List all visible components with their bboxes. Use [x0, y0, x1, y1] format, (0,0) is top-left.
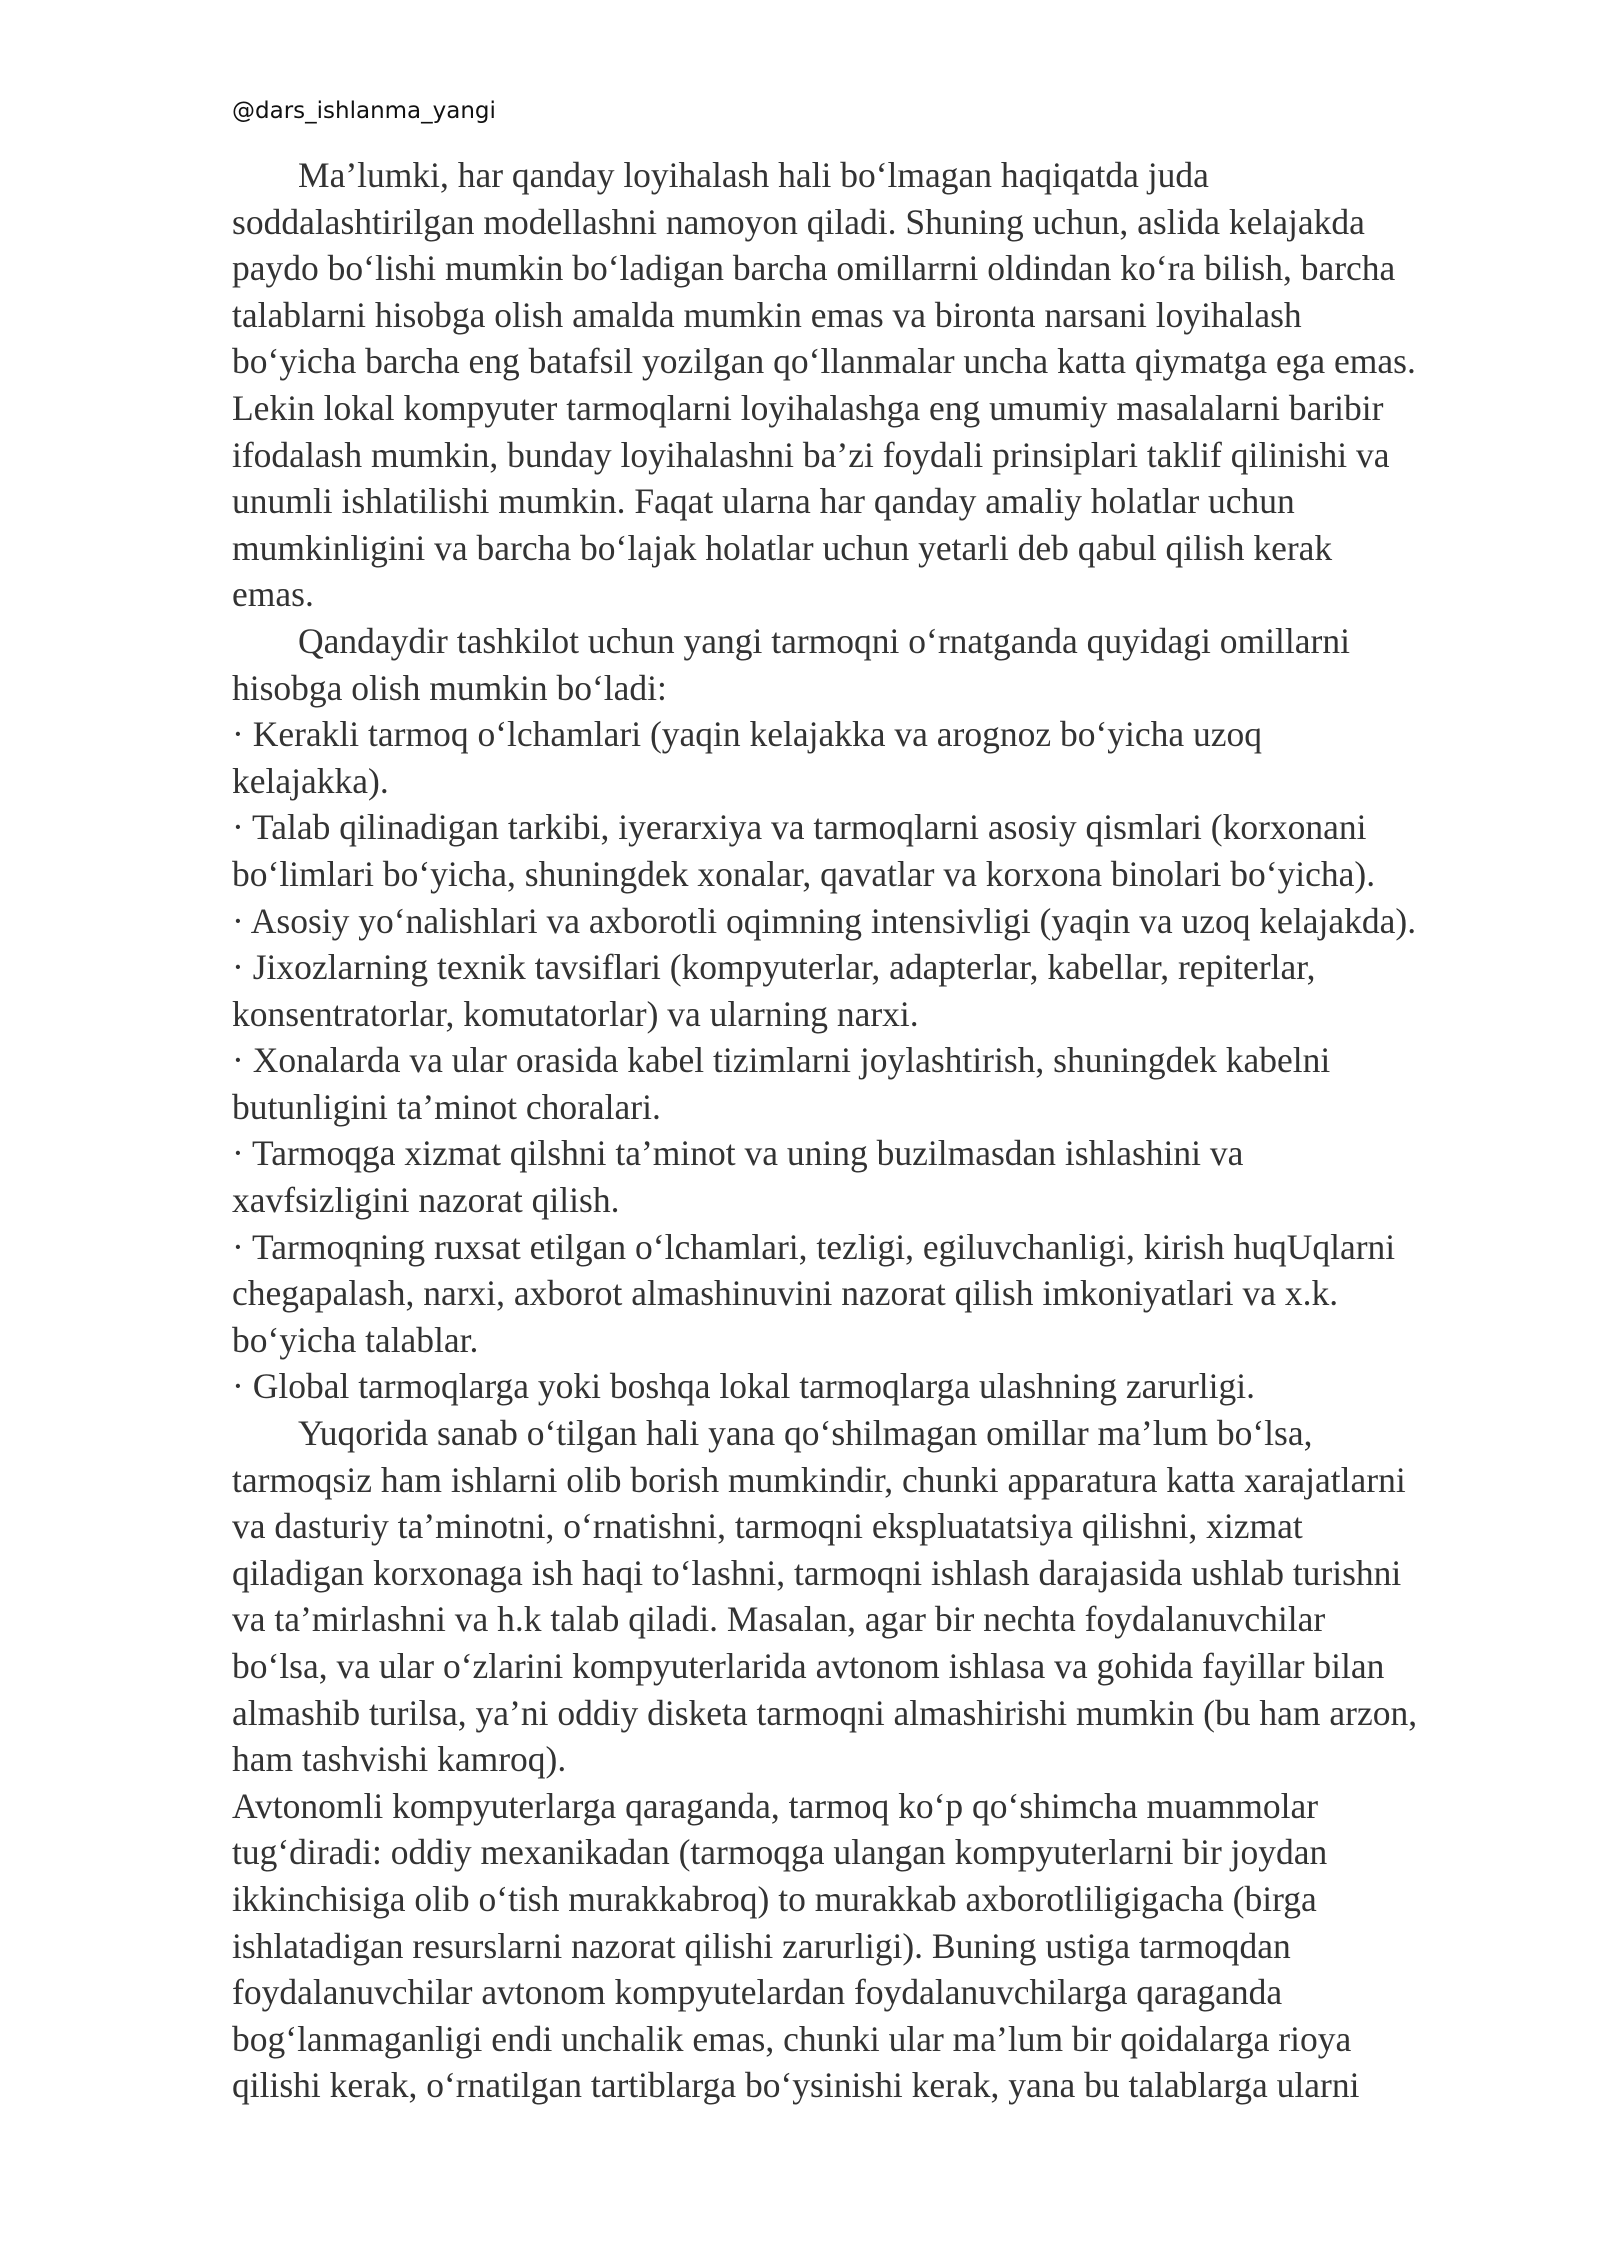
text-line: talablarni hisobga olish amalda mumkin emas va bironta narsani loyihalash	[232, 294, 1302, 335]
list-item-line: · Global tarmoqlarga yoki boshqa lokal tarmoqlarga ulashning zarurligi.	[232, 1366, 1255, 1407]
text-line: foydalanuvchilar avtonom kompyutelardan foydalanuvchilarga qaraganda	[232, 1972, 1283, 2013]
text-line: unumli ishlatilishi mumkin. Faqat ularna har qanday amaliy holatlar uchun	[232, 481, 1295, 522]
text-line: almashib turilsa, ya’ni oddiy disketa tarmoqni almashirishi mumkin (bu ham arzon,	[232, 1692, 1418, 1733]
list-item-line: bo‘limlari bo‘yicha, shuningdek xonalar, qavatlar va korxona binolari bo‘yicha).	[232, 853, 1376, 894]
list-item-line: konsentratorlar, komutatorlar) va ularning narxi.	[232, 993, 919, 1034]
list-item-line: · Tarmoqga xizmat qilshni ta’minot va uning buzilmasdan ishlashini va	[232, 1133, 1244, 1174]
text-line: mumkinligini va barcha bo‘lajak holatlar uchun yetarli deb qabul qilish kerak	[232, 527, 1333, 568]
text-line: bog‘lanmaganligi endi unchalik emas, chunki ular ma’lum bir qoidalarga rioya	[232, 2018, 1352, 2059]
channel-header: @dars_ishlanma_yangi	[232, 98, 496, 124]
list-item-line: kelajakka).	[232, 760, 389, 801]
text-line: Lekin lokal kompyuter tarmoqlarni loyihalashga eng umumiy masalalarni baribir	[232, 387, 1384, 428]
text-line: bo‘yicha barcha eng batafsil yozilgan qo‘llanmalar uncha katta qiymatga ega emas.	[232, 341, 1416, 382]
list-item-line: xavfsizligini nazorat qilish.	[232, 1180, 620, 1221]
text-line: ifodalash mumkin, bunday loyihalashni ba’zi foydali prinsiplari taklif qilinishi va	[232, 434, 1390, 475]
list-item-line: chegapalash, narxi, axborot almashinuvini nazorat qilish imkoniyatlari va x.k.	[232, 1273, 1339, 1314]
text-line: ham tashvishi kamroq).	[232, 1739, 567, 1780]
text-line: va ta’mirlashni va h.k talab qiladi. Masalan, agar bir nechta foydalanuvchilar	[232, 1599, 1326, 1640]
list-item-line: · Jixozlarning texnik tavsiflari (kompyuterlar, adapterlar, kabellar, repiterlar,	[232, 947, 1316, 988]
list-item-line: · Kerakli tarmoq o‘lchamlari (yaqin kelajakka va arognoz bo‘yicha uzoq	[232, 714, 1263, 755]
body-text	[232, 152, 1532, 2109]
list-item-line: · Xonalarda va ular orasida kabel tizimlarni joylashtirish, shuningdek kabelni	[232, 1040, 1331, 1081]
text-line: qiladigan korxonaga ish haqi to‘lashni, tarmoqni ishlash darajasida ushlab turishni	[232, 1552, 1402, 1593]
list-item-line: · Talab qilinadigan tarkibi, iyerarxiya va tarmoqlarni asosiy qismlari (korxonani	[232, 807, 1367, 848]
text-line: bo‘lsa, va ular o‘zlarini kompyuterlarida avtonom ishlasa va gohida fayillar bilan	[232, 1646, 1385, 1686]
text-line: tug‘diradi: oddiy mexanikadan (tarmoqga ulangan kompyuterlarni bir joydan	[232, 1832, 1328, 1873]
text-line: ikkinchisiga olib o‘tish murakkabroq) to murakkab axborotliligigacha (birga	[232, 1878, 1317, 1919]
text-line: Avtonomli kompyuterlarga qaraganda, tarmoq ko‘p qo‘shimcha muammolar	[232, 1785, 1319, 1826]
text-line: emas.	[232, 574, 314, 615]
text-line: Qandaydir tashkilot uchun yangi tarmoqni o‘rnatganda quyidagi omillarni	[298, 620, 1350, 661]
text-line: va dasturiy ta’minotni, o‘rnatishni, tarmoqni ekspluatatsiya qilishni, xizmat	[232, 1506, 1303, 1547]
text-line: paydo bo‘lishi mumkin bo‘ladigan barcha omillarrni oldindan ko‘ra bilish, barcha	[232, 248, 1396, 289]
list-item-line: · Asosiy yo‘nalishlari va axborotli oqimning intensivligi (yaqin va uzoq kelajakda).	[232, 900, 1417, 941]
list-item-line: bo‘yicha talablar.	[232, 1319, 479, 1360]
text-line: soddalashtirilgan modellashni namoyon qiladi. Shuning uchun, aslida kelajakda	[232, 201, 1365, 242]
text-line: ishlatadigan resurslarni nazorat qilishi zarurligi). Buning ustiga tarmoqdan	[232, 1925, 1291, 1966]
text-line: Ma’lumki, har qanday loyihalash hali bo‘lmagan haqiqatda juda	[298, 155, 1209, 195]
list-item-line: · Tarmoqning ruxsat etilgan o‘lchamlari, tezligi, egiluvchanligi, kirish huqUqlarni	[232, 1226, 1396, 1267]
text-line: qilishi kerak, o‘rnatilgan tartiblarga bo‘ysinishi kerak, yana bu talablarga ularni	[232, 2065, 1360, 2106]
list-item-line: butunligini ta’minot choralari.	[232, 1086, 661, 1127]
text-line: Yuqorida sanab o‘tilgan hali yana qo‘shilmagan omillar ma’lum bo‘lsa,	[298, 1413, 1313, 1454]
text-line: hisobga olish mumkin bo‘ladi:	[232, 667, 667, 708]
text-line: tarmoqsiz ham ishlarni olib borish mumkindir, chunki apparatura katta xarajatlarni	[232, 1459, 1406, 1500]
